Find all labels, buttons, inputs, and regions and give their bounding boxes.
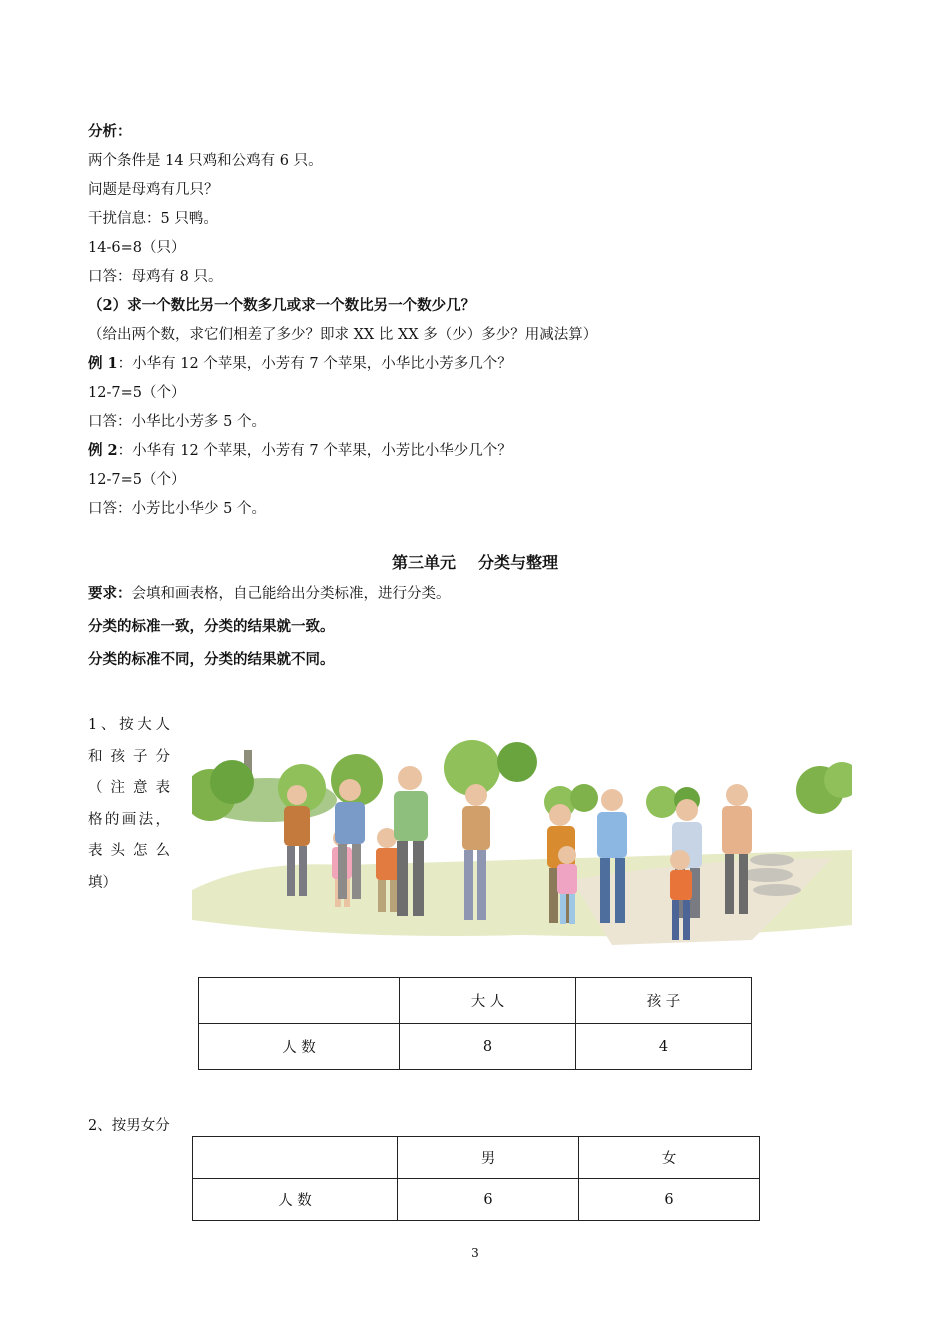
- example1-answer: 口答：小华比小芳多 5 个。: [88, 414, 266, 430]
- example1-line: [88, 354, 512, 374]
- value-adults: 8: [400, 1024, 576, 1070]
- q1-line-2: 和孩子分: [88, 748, 170, 765]
- section2-note: （给出两个数，求它们相差了多少？即求 XX 比 XX 多（少）多少？用减法算）: [88, 327, 598, 343]
- table-adults-children: [198, 977, 752, 1070]
- example1-text: ：小华有 12 个苹果，小芳有 7 个苹果，小华比小芳多几个？: [117, 356, 512, 372]
- example2-calc: 12-7=5（个）: [88, 472, 186, 488]
- unit3-heading: [0, 550, 950, 573]
- table-corner-cell: [199, 978, 400, 1024]
- example1-label: 例 1: [88, 355, 118, 372]
- example2-answer: 口答：小芳比小华少 5 个。: [88, 501, 266, 517]
- analysis-label: 分析：: [88, 123, 132, 140]
- table-header-row: [193, 1137, 760, 1179]
- requirement-text: 会填和画表格，自己能给出分类标准，进行分类。: [131, 586, 451, 602]
- q2-label: 2、按男女分: [88, 1118, 170, 1134]
- tree: [570, 784, 598, 812]
- example2-line: [88, 441, 512, 461]
- stone: [753, 884, 801, 896]
- row-label-count: 人 数: [193, 1179, 398, 1221]
- q1-line-6: 填）: [88, 874, 117, 891]
- analysis-line-4: 14-6=8（只）: [88, 240, 186, 256]
- q1-line-1: 1、按大人: [88, 717, 170, 733]
- header-female: 女: [579, 1137, 760, 1179]
- analysis-line-2: 问题是母鸡有几只？: [88, 182, 219, 198]
- q1-line-4: 格的画法，: [88, 811, 170, 828]
- table-row: [199, 1024, 752, 1070]
- value-children: 4: [576, 1024, 752, 1070]
- q1-line-3: （注意表: [88, 780, 170, 796]
- header-male: 男: [398, 1137, 579, 1179]
- tree: [210, 760, 254, 804]
- page-number: 3: [471, 1246, 479, 1260]
- q1-line-5: 表头怎么: [88, 843, 170, 859]
- tree: [646, 786, 678, 818]
- table-row: [193, 1179, 760, 1221]
- section2-title: （2）求一个数比另一个数多几或求一个数比另一个数少几？: [88, 297, 476, 314]
- unit3-requirement: [88, 584, 451, 604]
- tree: [497, 742, 537, 782]
- unit3-title: 分类与整理: [478, 553, 559, 572]
- stone: [750, 854, 794, 866]
- example1-calc: 12-7=5（个）: [88, 385, 186, 401]
- analysis-line-1: 两个条件是 14 只鸡和公鸡有 6 只。: [88, 153, 323, 169]
- unit3-rule-2: 分类的标准不同，分类的结果就不同。: [88, 651, 335, 668]
- row-label-count: 人 数: [199, 1024, 400, 1070]
- value-female: 6: [579, 1179, 760, 1221]
- requirement-label: 要求：: [88, 585, 132, 602]
- header-children: 孩 子: [576, 978, 752, 1024]
- unit3-unit: 第三单元: [391, 553, 456, 572]
- example2-text: ：小华有 12 个苹果，小芳有 7 个苹果，小芳比小华少几个？: [117, 443, 512, 459]
- header-adults: 大 人: [400, 978, 576, 1024]
- example2-label: 例 2: [88, 442, 118, 459]
- q1-instruction: [88, 710, 170, 899]
- unit3-rule-1: 分类的标准一致，分类的结果就一致。: [88, 618, 335, 635]
- value-male: 6: [398, 1179, 579, 1221]
- table-male-female: [192, 1136, 760, 1221]
- family-park-illustration: [192, 740, 852, 950]
- stone: [741, 868, 793, 882]
- analysis-line-3: 干扰信息：5 只鸭。: [88, 211, 218, 227]
- table-corner-cell: [193, 1137, 398, 1179]
- table-header-row: [199, 978, 752, 1024]
- analysis-line-5: 口答：母鸡有 8 只。: [88, 269, 223, 285]
